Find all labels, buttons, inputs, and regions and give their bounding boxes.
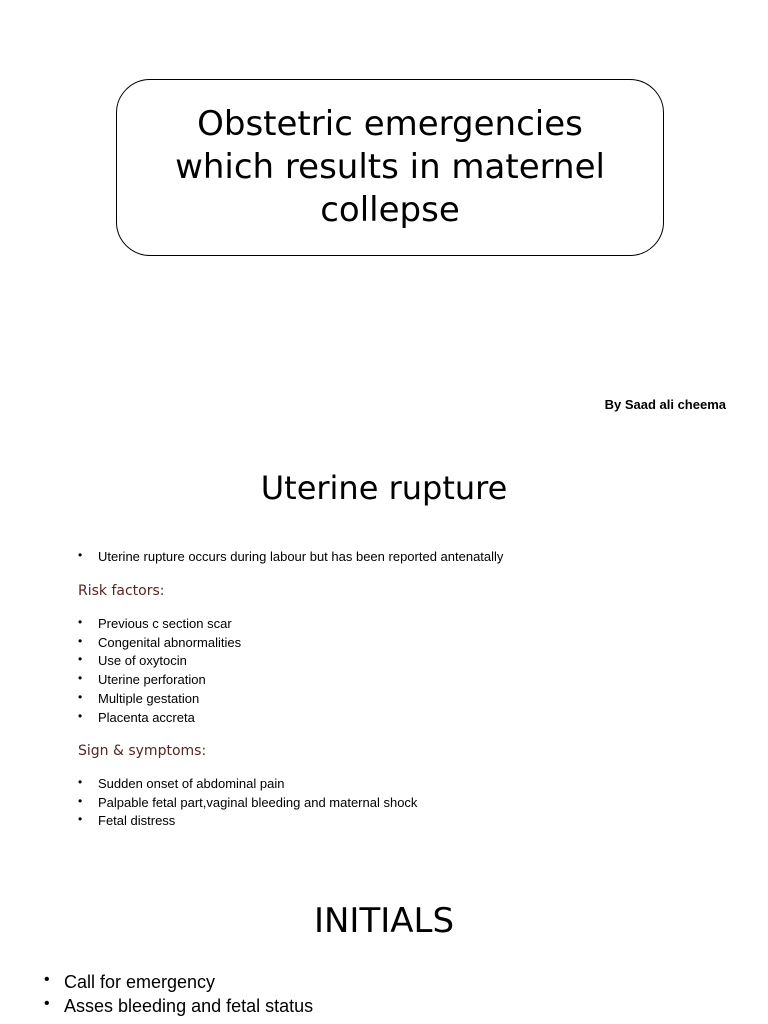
initials-list bbox=[44, 970, 313, 1018]
author-credit: By Saad ali cheema bbox=[604, 397, 726, 412]
risk-factors-label: Risk factors: bbox=[78, 583, 165, 599]
risk-factors-list bbox=[78, 615, 241, 727]
list-item: • Asses bleeding and fetal status bbox=[44, 994, 313, 1018]
list-item: • Sudden onset of abdominal pain bbox=[78, 775, 417, 794]
document-title: Obstetric emergencies which results in maternel collepse bbox=[175, 104, 605, 230]
list-item: • Congenital abnormalities bbox=[78, 634, 241, 653]
signs-label: Sign & symptoms: bbox=[78, 743, 207, 759]
signs-list bbox=[78, 775, 417, 831]
list-item: • Palpable fetal part,vaginal bleeding and maternal shock bbox=[78, 794, 417, 813]
list-item: • Use of oxytocin bbox=[78, 652, 241, 671]
list-item: • Call for emergency bbox=[44, 970, 313, 994]
intro-list bbox=[78, 548, 503, 567]
list-item: • Uterine perforation bbox=[78, 671, 241, 690]
section-title-uterine-rupture: Uterine rupture bbox=[260, 469, 508, 507]
list-item: • Multiple gestation bbox=[78, 690, 241, 709]
list-item: • Placenta accreta bbox=[78, 709, 241, 728]
section-title-initials: INITIALS bbox=[313, 901, 455, 941]
list-item: • Previous c section scar bbox=[78, 615, 241, 634]
intro-item: • Uterine rupture occurs during labour but has been reported antenatally bbox=[78, 548, 503, 567]
list-item: • Fetal distress bbox=[78, 812, 417, 831]
title-box bbox=[116, 79, 664, 256]
